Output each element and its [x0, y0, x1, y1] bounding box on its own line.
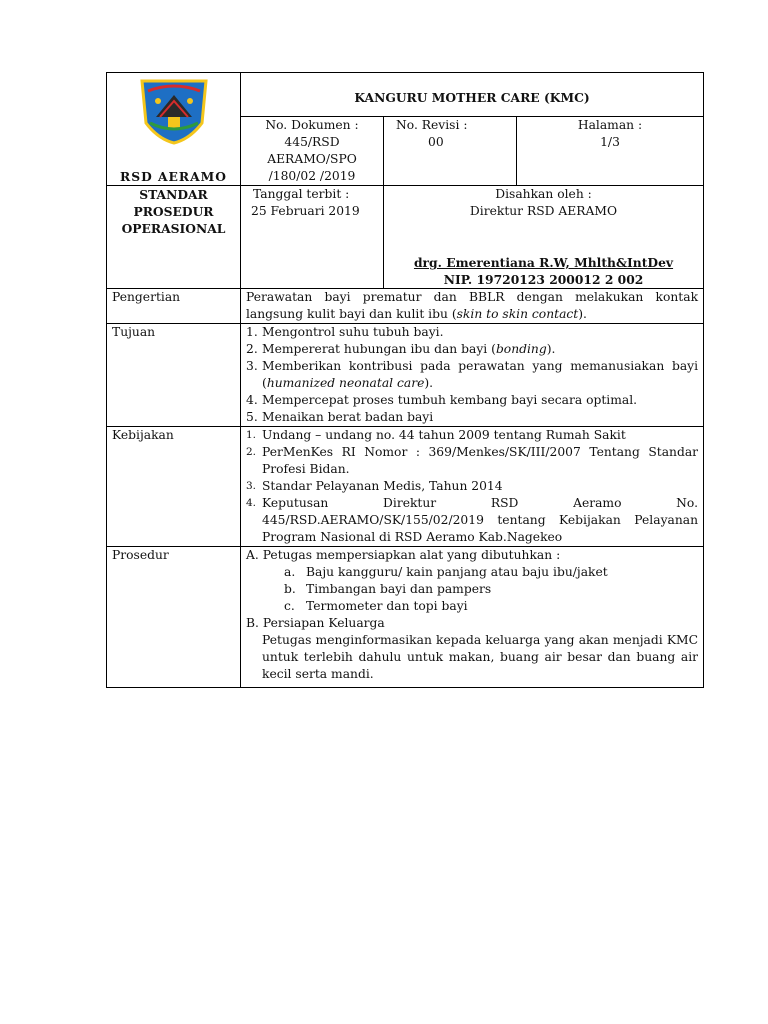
item-text-b: ).: [424, 376, 434, 390]
item-text: [262, 341, 698, 358]
approval-cell: [384, 186, 704, 289]
kebijakan-row: [107, 427, 704, 547]
page-value: 1/3: [600, 135, 620, 149]
pengertian-row: [107, 289, 704, 324]
page-cell: [517, 117, 704, 186]
sop-label-line-2: PROSEDUR: [133, 204, 214, 219]
kebijakan-label: Kebijakan: [107, 427, 241, 547]
pengertian-text-italic: skin to skin contact: [456, 307, 579, 321]
prosedur-content: [241, 547, 704, 688]
issue-date-cell: [241, 186, 384, 289]
doc-number-label: No. Dokumen :: [265, 118, 359, 132]
revision-cell: [384, 117, 517, 186]
item-text-a: Menaikan berat badan bayi: [262, 410, 434, 424]
sop-label-line-1: STANDAR: [139, 187, 208, 202]
list-item: [246, 409, 698, 426]
list-item: [246, 324, 698, 341]
tujuan-label: Tujuan: [107, 324, 241, 427]
pengertian-text-a: Perawatan bayi prematur dan BBLR dengan melakukan kontak langsung kulit bayi dan kulit ibu (: [246, 290, 699, 321]
item-text: Timbangan bayi dan pampers: [306, 582, 492, 596]
item-text-italic: bonding: [495, 342, 547, 356]
revision-label: No. Revisi :: [396, 118, 468, 132]
item-letter: c.: [284, 599, 295, 613]
issue-date-value: 25 Februari 2019: [251, 204, 360, 218]
item-letter: b.: [284, 582, 296, 596]
item-number: 1.: [246, 429, 257, 441]
sop-label-cell: [107, 186, 241, 289]
item-number: 5.: [246, 410, 258, 424]
prosedur-a-title: A. Petugas mempersiapkan alat yang dibutuhkan :: [246, 548, 561, 562]
item-text-italic: humanized neonatal care: [266, 376, 425, 390]
item-number: 3.: [246, 480, 257, 492]
sop-table: [106, 72, 704, 688]
tujuan-list: [241, 324, 704, 427]
item-text: [262, 409, 698, 426]
item-text-a: Mempercepat proses tumbuh kembang bayi secara optimal.: [262, 393, 638, 407]
prosedur-b-text: Petugas menginformasikan kepada keluarga yang akan menjadi KMC untuk terlebih dahulu untuk makan, buang air besar dan buang air kecil serta mandi.: [262, 633, 699, 681]
item-number: 1.: [246, 325, 258, 339]
rsd-aeramo-logo-icon: [128, 77, 220, 145]
list-item: [246, 341, 698, 358]
pengertian-label: Pengertian: [107, 289, 241, 324]
header-row-1: [107, 73, 704, 117]
item-number: 3.: [246, 359, 258, 373]
item-text: PerMenKes RI Nomor : 369/Menkes/SK/III/2007 Tentang Standar Profesi Bidan.: [262, 445, 699, 476]
signer-nip: NIP. 19720123 200012 2 002: [443, 272, 644, 287]
doc-number-line-1: 445/RSD: [284, 135, 340, 149]
approved-by: Direktur RSD AERAMO: [469, 204, 618, 218]
prosedur-b-title: B. Persiapan Keluarga: [246, 616, 385, 630]
list-item: [246, 564, 698, 581]
item-letter: a.: [284, 565, 296, 579]
item-text: Undang – undang no. 44 tahun 2009 tentang Rumah Sakit: [262, 428, 626, 442]
list-item: [246, 495, 698, 546]
revision-value: 00: [428, 135, 444, 149]
item-text: [262, 358, 698, 392]
list-item: [246, 478, 698, 495]
item-number: 4.: [246, 393, 258, 407]
signer-name: drg. Emerentiana R.W, Mhlth&IntDev: [413, 255, 674, 270]
item-text: [262, 392, 698, 409]
item-text-a: Mengontrol suhu tubuh bayi.: [262, 325, 444, 339]
item-text: Termometer dan topi bayi: [306, 599, 468, 613]
org-name: RSD AERAMO: [119, 169, 228, 184]
header-row-3: [107, 186, 704, 289]
page-label: Halaman :: [577, 118, 643, 132]
pengertian-text-b: ).: [578, 307, 587, 321]
logo-cell: [107, 73, 241, 186]
item-number: 2.: [246, 342, 258, 356]
item-text-b: ).: [546, 342, 556, 356]
sop-label-line-3: OPERASIONAL: [121, 221, 226, 236]
item-number: 4.: [246, 497, 257, 509]
pengertian-text: [241, 289, 704, 324]
kebijakan-list: [241, 427, 704, 547]
tujuan-row: [107, 324, 704, 427]
list-item: [246, 598, 698, 615]
prosedur-label: Prosedur: [107, 547, 241, 688]
list-item: [246, 444, 698, 478]
doc-number-line-2: AERAMO/SPO: [267, 152, 357, 166]
item-text: Standar Pelayanan Medis, Tahun 2014: [262, 479, 503, 493]
item-text: Baju kangguru/ kain panjang atau baju ibu/jaket: [306, 565, 608, 579]
item-text-a: Memberikan kontribusi pada perawatan yang memanusiakan bayi (: [262, 359, 699, 390]
list-item: [246, 358, 698, 392]
item-text-a: Mempererat hubungan ibu dan bayi (: [262, 342, 496, 356]
list-item: [246, 581, 698, 598]
approved-label: Disahkan oleh :: [495, 187, 592, 201]
doc-number-line-3: /180/02 /2019: [268, 169, 356, 183]
list-item: [246, 427, 698, 444]
document-title: KANGURU MOTHER CARE (KMC): [241, 73, 704, 117]
item-number: 2.: [246, 446, 257, 458]
issue-date-label: Tanggal terbit :: [253, 187, 350, 201]
prosedur-row: [107, 547, 704, 688]
item-text: [262, 324, 698, 341]
list-item: [246, 392, 698, 409]
doc-number-cell: [241, 117, 384, 186]
item-text: Keputusan Direktur RSD Aeramo No. 445/RSD.AERAMO/SK/155/02/2019 tentang Kebijakan Pelayanan Program Nasional di RSD Aeramo Kab.Nagekeo: [262, 496, 699, 544]
